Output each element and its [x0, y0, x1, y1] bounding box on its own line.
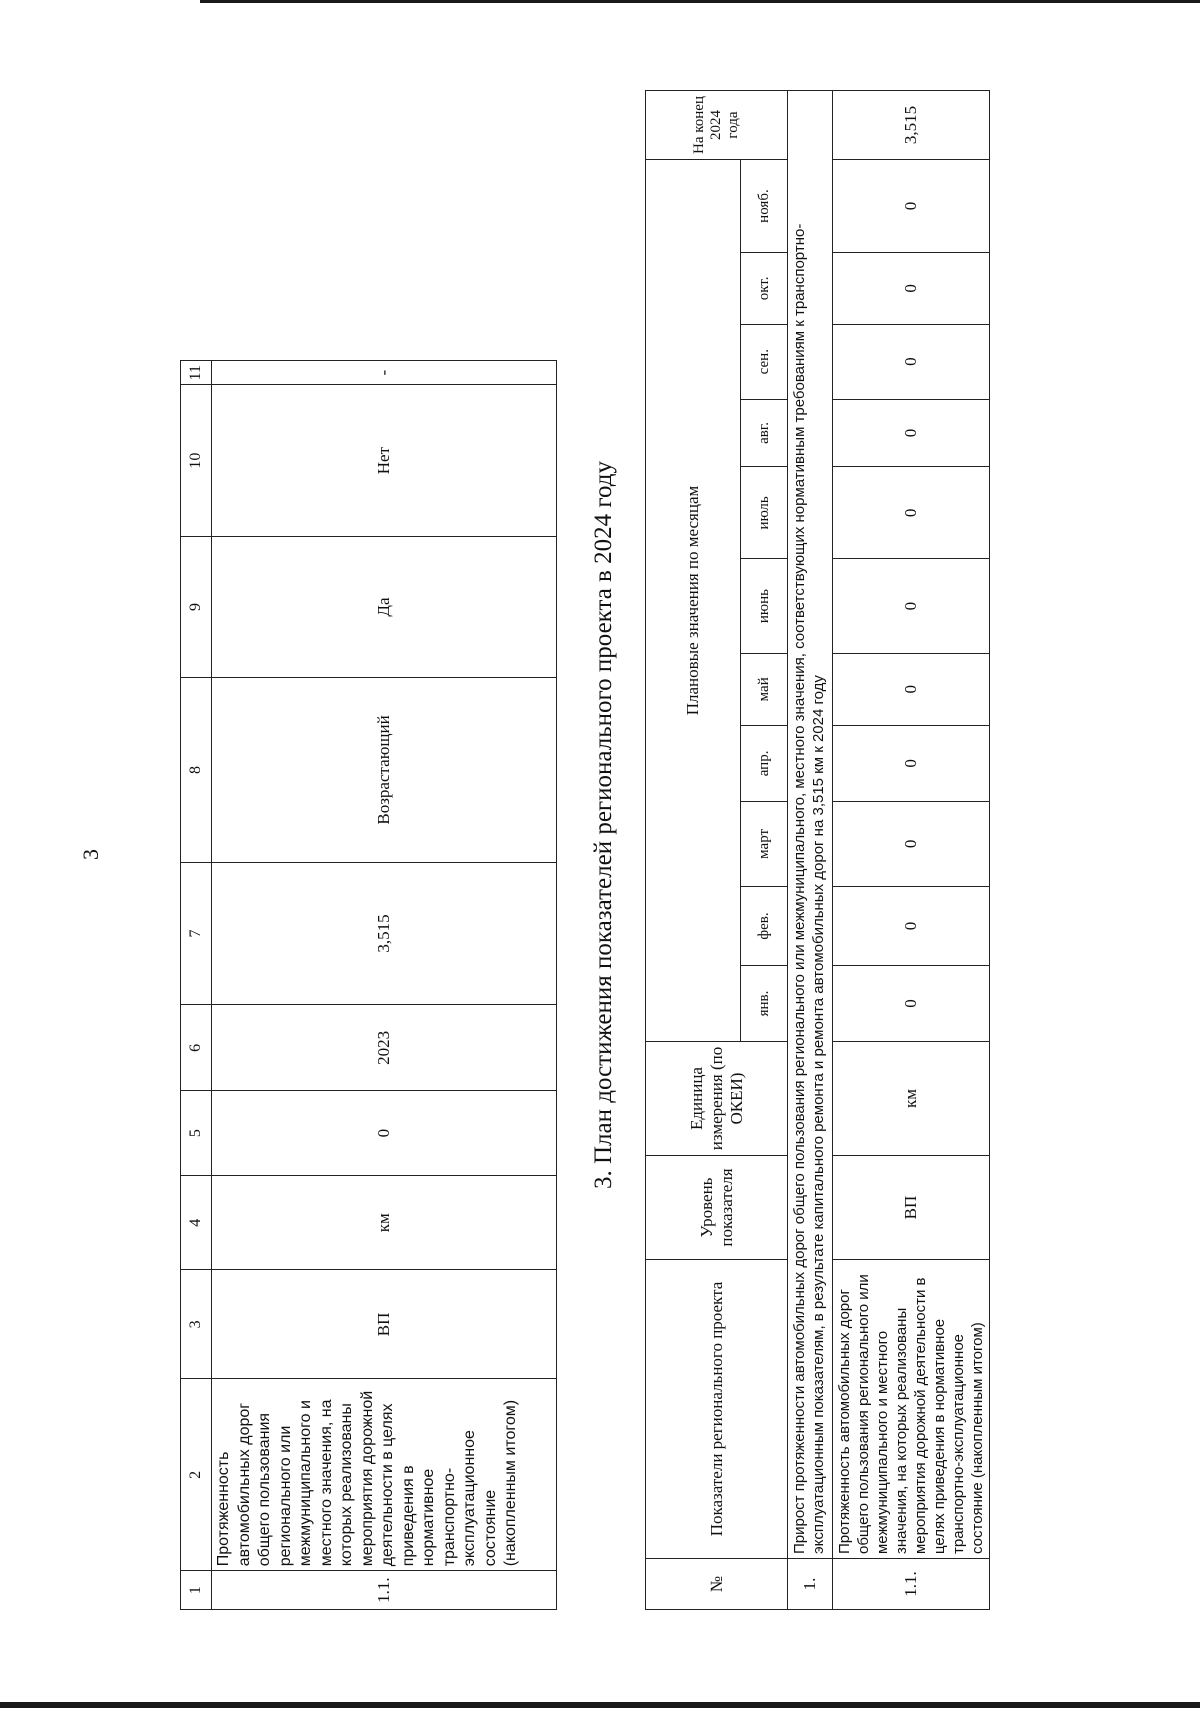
- month-header: окт.: [741, 253, 788, 325]
- col11-value: -: [212, 361, 557, 385]
- header-indicator: Показатели регионального проекта: [646, 1260, 788, 1559]
- month-value: 0: [833, 966, 990, 1042]
- row-number: 1.1.: [833, 1559, 990, 1610]
- month-value: 0: [833, 886, 990, 965]
- base-year: 2023: [212, 1005, 557, 1091]
- month-value: 0: [833, 253, 990, 325]
- month-header: фев.: [741, 886, 788, 965]
- month-value: 0: [833, 801, 990, 886]
- indicator-table: [180, 360, 557, 1610]
- group-number: 1.: [788, 1559, 833, 1610]
- rotated-page: [0, 30, 1200, 1620]
- bottom-rule: [0, 1702, 1200, 1708]
- month-value: 0: [833, 399, 990, 467]
- page-number: 3: [78, 849, 103, 860]
- header-num: №: [646, 1559, 788, 1610]
- month-header: янв.: [741, 966, 788, 1042]
- base-value: 0: [212, 1091, 557, 1176]
- month-value: 0: [833, 653, 990, 725]
- indicator-level: ВП: [833, 1156, 990, 1260]
- header-year-end: На конец 2024 года: [646, 91, 788, 160]
- month-value: 0: [833, 725, 990, 801]
- section-title: 3. План достижения показателей регионального проекта в 2024 году: [590, 461, 617, 1190]
- month-value: 0: [833, 324, 990, 399]
- month-header: июнь: [741, 559, 788, 653]
- header-level: Уровень показателя: [646, 1156, 788, 1260]
- header-unit: Единица измерения (по ОКЕИ): [646, 1042, 788, 1156]
- year-end-value: 3,515: [833, 91, 990, 160]
- table-row: [212, 361, 557, 1610]
- plan-table: [645, 90, 990, 1610]
- indicator-level: ВП: [212, 1270, 557, 1379]
- indicator-unit: км: [212, 1175, 557, 1270]
- month-header: нояб.: [741, 160, 788, 253]
- month-value: 0: [833, 559, 990, 653]
- month-value: 0: [833, 467, 990, 559]
- month-header: май: [741, 653, 788, 725]
- top-rule: [200, 0, 1200, 3]
- indicator-name: Протяженность автомобильных дорог общего пользования регионального или межмуниципального и местного значения, на которых реализованы мероприятия дорожной деятельности в целях приведения в нормативное транспортно-эксплуатационное состояние (накопленным итогом): [833, 1260, 990, 1559]
- month-header: сен.: [741, 324, 788, 399]
- indicator-name: Протяженность автомобильных дорог общего пользования регионального или межмуниципального и местного значения, на которых реализованы мероприятия дорожной деятельности в целях приведения в нормативное транспортно-эксплуатационное состояние (накопленным итогом): [212, 1379, 557, 1571]
- month-header: июль: [741, 467, 788, 559]
- target-value: 3,515: [212, 862, 557, 1005]
- column-number-row: 1 2 3 4 5 6 7 8 9 10 11: [181, 361, 212, 1610]
- trend: Возрастающий: [212, 678, 557, 863]
- table-row: [833, 91, 990, 1610]
- row-number: 1.1.: [212, 1571, 557, 1610]
- indicator-unit: км: [833, 1042, 990, 1156]
- header-monthly: Плановые значения по месяцам: [646, 160, 741, 1042]
- col10-value: Нет: [212, 385, 557, 536]
- group-row: [788, 91, 833, 1610]
- group-text: Прирост протяженности автомобильных дорог общего пользования регионального или межмуниципального, местного значения, соответствующих нормативным требованиям к транспортно-эксплуатационным показателям, в результате капитального ремонта и ремонта автомобильных дорог на 3,515 км к 2024 году: [788, 91, 833, 1559]
- month-header: март: [741, 801, 788, 886]
- col9-value: Да: [212, 536, 557, 677]
- month-value: 0: [833, 160, 990, 253]
- month-header: авг.: [741, 399, 788, 467]
- header-row: [646, 91, 741, 1610]
- month-header: апр.: [741, 725, 788, 801]
